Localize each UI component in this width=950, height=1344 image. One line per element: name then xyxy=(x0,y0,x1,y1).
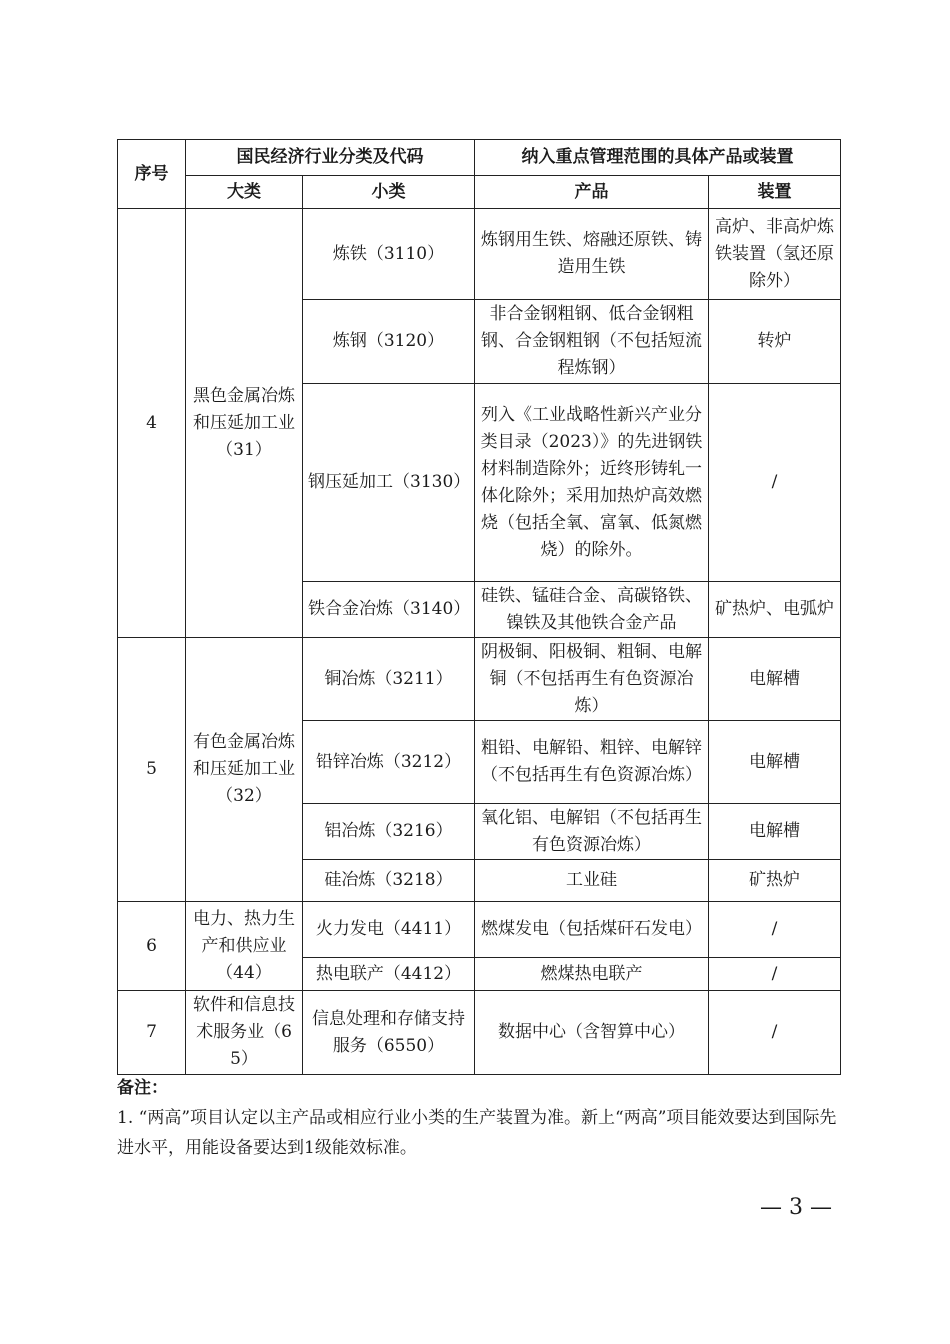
notes-section xyxy=(117,1073,840,1163)
header-industry: 国民经济行业分类及代码 xyxy=(186,140,475,176)
minor-category-cell: 炼钢（3120） xyxy=(303,300,475,384)
minor-category-cell: 铝冶炼（3216） xyxy=(303,804,475,860)
device-cell: 矿热炉 xyxy=(709,860,841,902)
product-cell: 工业硅 xyxy=(475,860,709,902)
minor-category-cell: 信息处理和存储支持服务（6550） xyxy=(303,991,475,1075)
table-row xyxy=(118,991,841,1075)
device-cell: 电解槽 xyxy=(709,721,841,804)
table-row xyxy=(118,209,841,300)
key-management-table xyxy=(117,139,841,1075)
device-cell: / xyxy=(709,958,841,991)
header-device: 装置 xyxy=(709,176,841,209)
device-cell: 转炉 xyxy=(709,300,841,384)
product-cell: 列入《工业战略性新兴产业分类目录（2023）》的先进钢铁材料制造除外；近终形铸轧一体化除外；采用加热炉高效燃烧（包括全氧、富氧、低氮燃烧）的除外。 xyxy=(475,384,709,582)
device-cell: / xyxy=(709,384,841,582)
product-cell: 粗铅、电解铅、粗锌、电解锌（不包括再生有色资源冶炼） xyxy=(475,721,709,804)
product-cell: 非合金钢粗钢、低合金钢粗钢、合金钢粗钢（不包括短流程炼钢） xyxy=(475,300,709,384)
header-major: 大类 xyxy=(186,176,303,209)
minor-category-cell: 铅锌冶炼（3212） xyxy=(303,721,475,804)
product-cell: 硅铁、锰硅合金、高碳铬铁、镍铁及其他铁合金产品 xyxy=(475,582,709,638)
seq-cell: 4 xyxy=(118,209,186,638)
minor-category-cell: 热电联产（4412） xyxy=(303,958,475,991)
notes-text: 1. “两高”项目认定以主产品或相应行业小类的生产装置为准。新上“两高”项目能效要达到国际先进水平，用能设备要达到1级能效标准。 xyxy=(117,1108,837,1158)
minor-category-cell: 钢压延加工（3130） xyxy=(303,384,475,582)
product-cell: 燃煤发电（包括煤矸石发电） xyxy=(475,902,709,958)
seq-cell: 6 xyxy=(118,902,186,991)
device-cell: 矿热炉、电弧炉 xyxy=(709,582,841,638)
device-cell: / xyxy=(709,902,841,958)
table-row xyxy=(118,638,841,721)
product-cell: 数据中心（含智算中心） xyxy=(475,991,709,1075)
product-cell: 炼钢用生铁、熔融还原铁、铸造用生铁 xyxy=(475,209,709,300)
seq-cell: 7 xyxy=(118,991,186,1075)
header-minor: 小类 xyxy=(303,176,475,209)
header-seq: 序号 xyxy=(118,140,186,209)
major-category-cell: 电力、热力生产和供应业（44） xyxy=(186,902,303,991)
major-category-cell: 黑色金属冶炼和压延加工业（31） xyxy=(186,209,303,638)
notes-title: 备注： xyxy=(117,1078,168,1098)
minor-category-cell: 铁合金冶炼（3140） xyxy=(303,582,475,638)
minor-category-cell: 炼铁（3110） xyxy=(303,209,475,300)
page-number: — 3 — xyxy=(760,1195,832,1220)
header-product: 产品 xyxy=(475,176,709,209)
major-category-cell: 软件和信息技术服务业（65） xyxy=(186,991,303,1075)
product-cell: 燃煤热电联产 xyxy=(475,958,709,991)
minor-category-cell: 铜冶炼（3211） xyxy=(303,638,475,721)
table-row xyxy=(118,902,841,958)
seq-cell: 5 xyxy=(118,638,186,902)
minor-category-cell: 硅冶炼（3218） xyxy=(303,860,475,902)
major-category-cell: 有色金属冶炼和压延加工业（32） xyxy=(186,638,303,902)
product-cell: 阴极铜、阳极铜、粗铜、电解铜（不包括再生有色资源冶炼） xyxy=(475,638,709,721)
device-cell: 电解槽 xyxy=(709,638,841,721)
minor-category-cell: 火力发电（4411） xyxy=(303,902,475,958)
device-cell: / xyxy=(709,991,841,1075)
product-cell: 氧化铝、电解铝（不包括再生有色资源冶炼） xyxy=(475,804,709,860)
device-cell: 电解槽 xyxy=(709,804,841,860)
device-cell: 高炉、非高炉炼铁装置（氢还原除外） xyxy=(709,209,841,300)
header-scope: 纳入重点管理范围的具体产品或装置 xyxy=(475,140,841,176)
